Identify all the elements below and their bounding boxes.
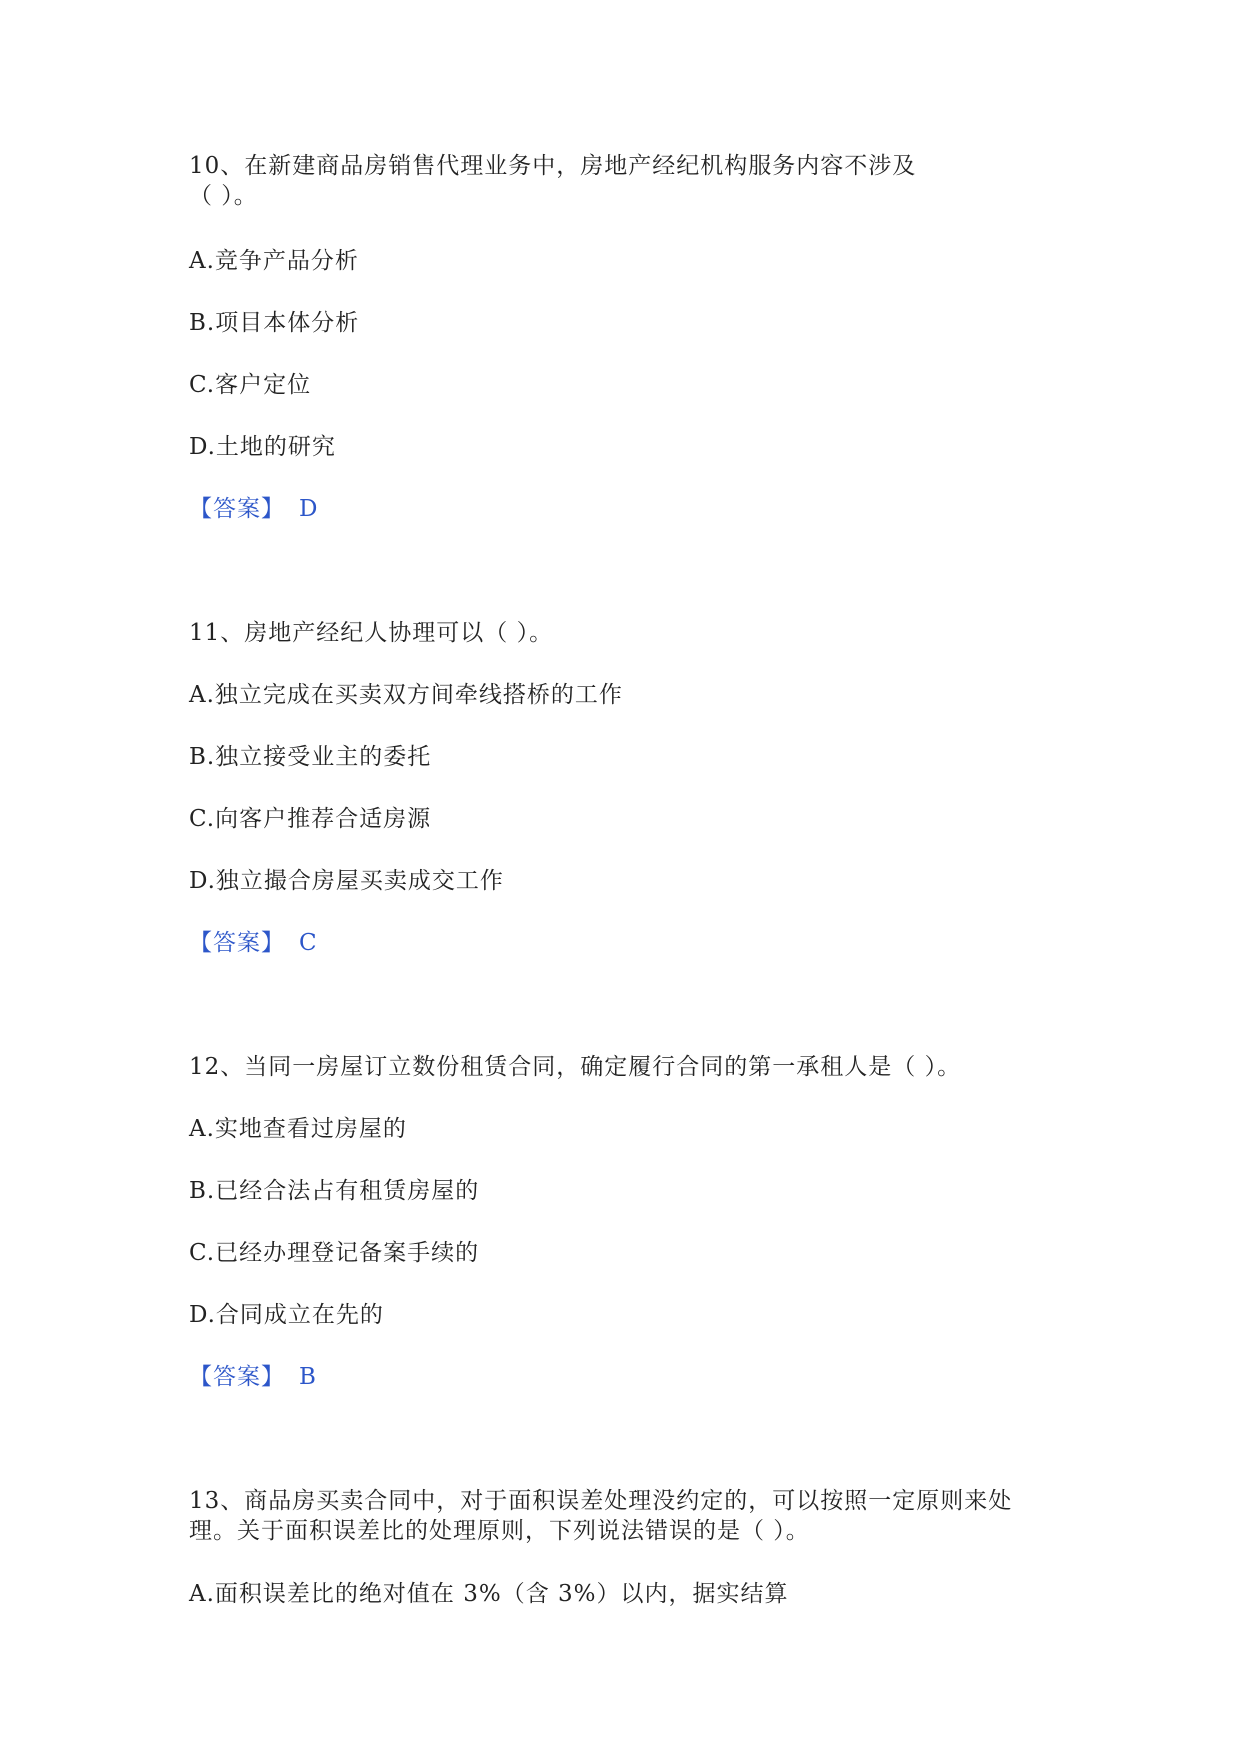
question-12-option-b: B.已经合法占有租赁房屋的 [189,1178,480,1204]
answer-label: 【答案】 [189,930,285,956]
question-12-answer [189,1361,317,1393]
question-13-stem-line-2: 理。关于面积误差比的处理原则，下列说法错误的是（ ）。 [189,1518,810,1544]
answer-key: D [299,496,319,522]
question-10-stem-line-1: 10、在新建商品房销售代理业务中，房地产经纪机构服务内容不涉及 [189,153,917,179]
question-11-answer [189,927,318,959]
question-13-stem-line-1: 13、商品房买卖合同中，对于面积误差处理没约定的，可以按照一定原则来处 [189,1488,1013,1514]
answer-key: B [299,1364,317,1390]
question-11-option-c: C.向客户推荐合适房源 [189,806,432,832]
question-10-option-d: D.土地的研究 [189,434,336,460]
question-11-stem-line-1: 11、房地产经纪人协理可以（ ）。 [189,620,554,646]
answer-label: 【答案】 [189,496,285,522]
question-10-option-c: C.客户定位 [189,372,312,398]
question-11-option-a: A.独立完成在买卖双方间牵线搭桥的工作 [189,682,623,708]
question-10-stem-line-2: （ ）。 [189,183,258,209]
question-12-option-c: C.已经办理登记备案手续的 [189,1240,480,1266]
answer-key: C [299,930,318,956]
question-11-option-d: D.独立撮合房屋买卖成交工作 [189,868,504,894]
question-10-option-a: A.竞争产品分析 [189,248,359,274]
question-11-option-b: B.独立接受业主的委托 [189,744,432,770]
question-12-stem-line-1: 12、当同一房屋订立数份租赁合同，确定履行合同的第一承租人是（ ）。 [189,1054,962,1080]
question-10-answer [189,493,318,525]
question-12-option-d: D.合同成立在先的 [189,1302,384,1328]
question-10-option-b: B.项目本体分析 [189,310,360,336]
answer-label: 【答案】 [189,1364,285,1390]
question-13-option-a: A.面积误差比的绝对值在 3%（含 3%）以内，据实结算 [189,1581,789,1607]
question-12-option-a: A.实地查看过房屋的 [189,1116,407,1142]
